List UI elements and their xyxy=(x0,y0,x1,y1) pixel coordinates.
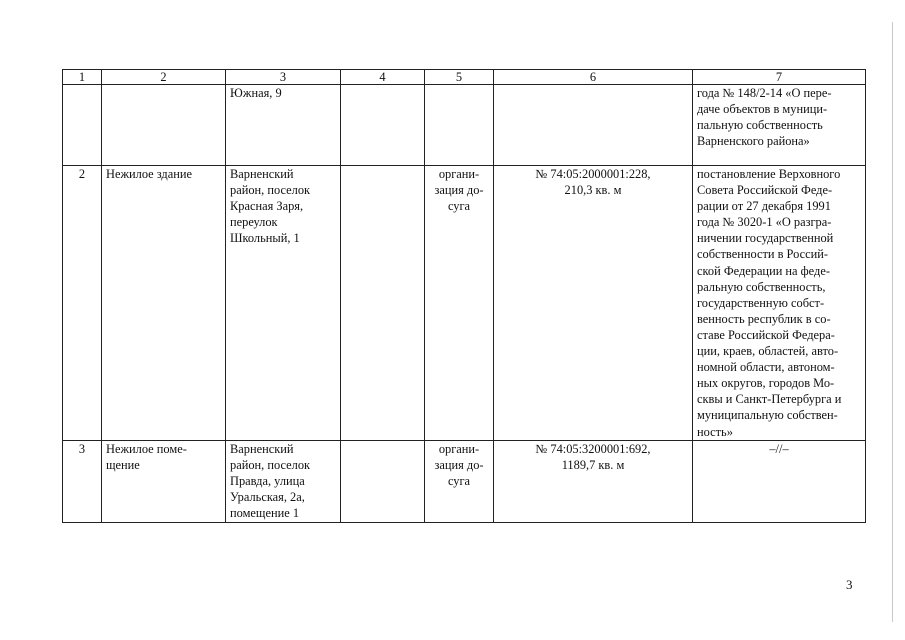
basis-line: года № 148/2-14 «О пере- xyxy=(697,86,832,100)
address-line: Варненский xyxy=(230,167,294,181)
header-cell: 5 xyxy=(425,70,494,85)
address-line: Красная Заря, xyxy=(230,199,304,214)
purpose-line: суга xyxy=(447,473,471,488)
property-table xyxy=(62,69,866,523)
page-number: 3 xyxy=(846,577,853,592)
cadastre-line: 1189,7 кв. м xyxy=(561,457,625,472)
basis-line: ных округов, городов Мо- xyxy=(697,376,835,391)
basis-line: года № 3020-1 «О разгра- xyxy=(697,215,832,230)
header-cell: 4 xyxy=(341,70,425,85)
name-line: Нежилое здание xyxy=(106,167,193,181)
address-line: Школьный, 1 xyxy=(230,231,300,246)
col4-cell xyxy=(341,440,425,522)
address-line: помещение 1 xyxy=(230,505,300,520)
address-line: Правда, улица xyxy=(230,473,305,488)
address-line: Южная, 9 xyxy=(230,86,282,100)
cadastre-cell xyxy=(494,166,693,441)
basis-line: собственности в Россий- xyxy=(697,247,829,262)
basis-line: даче объектов в муници- xyxy=(697,102,828,117)
address-cell xyxy=(226,166,341,441)
continuation-row xyxy=(63,85,866,166)
basis-line: пальную собственность xyxy=(697,118,823,133)
header-cell: 1 xyxy=(63,70,102,85)
cadastre-line: № 74:05:3200001:692, xyxy=(535,441,651,456)
basis-line: ции, краев, областей, авто- xyxy=(697,344,839,359)
name-cell xyxy=(102,85,226,166)
name-cell xyxy=(102,166,226,441)
basis-line: ской Федерации на феде- xyxy=(697,263,830,278)
basis-line: Варненского района» xyxy=(697,134,810,149)
address-line: переулок xyxy=(230,215,278,230)
basis-line: рации от 27 декабря 1991 xyxy=(697,199,831,214)
scan-edge-line xyxy=(892,22,893,622)
basis-line: венность республик в со- xyxy=(697,311,831,326)
basis-line: государственную собст- xyxy=(697,295,825,310)
header-cell: 7 xyxy=(693,70,866,85)
purpose-line: зация до- xyxy=(434,183,484,198)
cadastre-line: 210,3 кв. м xyxy=(564,183,622,198)
address-line: Уральская, 2а, xyxy=(230,489,305,504)
header-row xyxy=(63,70,866,85)
name-line: Нежилое поме- xyxy=(106,441,187,456)
purpose-cell xyxy=(425,166,494,441)
address-cell xyxy=(226,440,341,522)
basis-line: –//– xyxy=(769,441,789,456)
purpose-line: суга xyxy=(447,199,471,214)
num-cell: 2 xyxy=(63,166,102,441)
col4-cell xyxy=(341,85,425,166)
purpose-line: органи- xyxy=(438,441,480,456)
purpose-line: зация до- xyxy=(434,457,484,472)
basis-line: сквы и Санкт-Петербурга и xyxy=(697,392,842,407)
name-cell xyxy=(102,440,226,522)
basis-line: ставе Российской Федера- xyxy=(697,327,835,342)
header-cell: 6 xyxy=(494,70,693,85)
basis-cell xyxy=(693,166,866,441)
num-cell xyxy=(63,85,102,166)
cadastre-cell xyxy=(494,440,693,522)
table-row xyxy=(63,166,866,441)
address-line: район, поселок xyxy=(230,183,311,198)
basis-line: муниципальную собствен- xyxy=(697,408,838,423)
basis-line: ральную собственность, xyxy=(697,279,826,294)
cadastre-line: № 74:05:2000001:228, xyxy=(535,167,651,181)
basis-line: Совета Российской Феде- xyxy=(697,183,833,198)
name-line: щение xyxy=(106,457,140,472)
address-line: Варненский xyxy=(230,441,294,456)
header-cell: 3 xyxy=(226,70,341,85)
address-cell xyxy=(226,85,341,166)
purpose-cell xyxy=(425,85,494,166)
header-cell: 2 xyxy=(102,70,226,85)
table-row xyxy=(63,440,866,522)
basis-line: постановление Верховного xyxy=(697,167,841,181)
purpose-line: органи- xyxy=(438,167,480,181)
address-line: район, поселок xyxy=(230,457,311,472)
num-cell: 3 xyxy=(63,440,102,522)
basis-line: номной области, автоном- xyxy=(697,360,835,375)
col4-cell xyxy=(341,166,425,441)
purpose-cell xyxy=(425,440,494,522)
basis-line: ность» xyxy=(697,424,733,439)
basis-cell xyxy=(693,440,866,522)
basis-cell xyxy=(693,85,866,166)
cadastre-cell xyxy=(494,85,693,166)
basis-line: ничении государственной xyxy=(697,231,834,246)
